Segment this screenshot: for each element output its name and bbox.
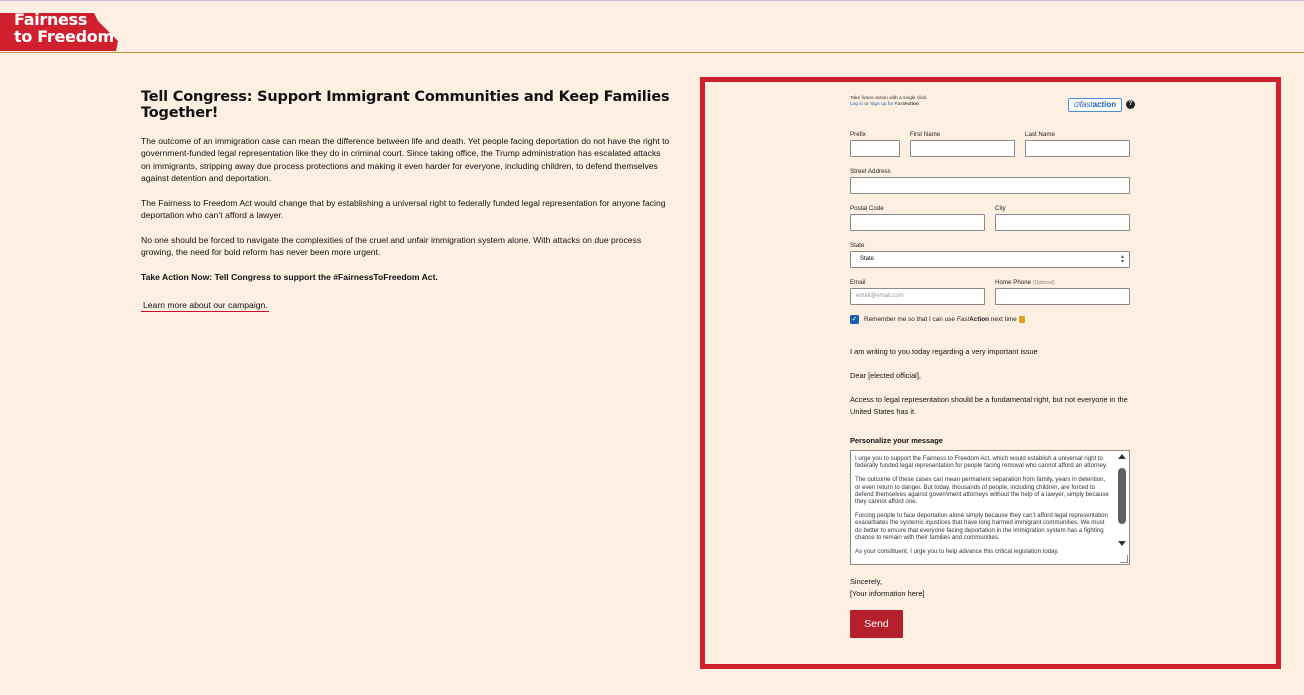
optional-hint: (Optional) bbox=[1032, 280, 1055, 286]
site-header bbox=[0, 0, 1304, 53]
fastaction-brand-action: Action bbox=[903, 102, 919, 107]
scroll-up-icon[interactable] bbox=[1118, 454, 1126, 459]
street-address-field[interactable] bbox=[850, 177, 1130, 194]
action-form-panel bbox=[700, 77, 1281, 669]
resize-grip-icon[interactable] bbox=[1120, 555, 1128, 563]
article-paragraph-3: No one should be forced to navigate the complexities of the cruel and unfair immigration system alone. With attacks on due process growing, the need for bold reform has never been more urgent. bbox=[141, 234, 642, 258]
letter-salutation: Dear [elected official], bbox=[850, 371, 921, 380]
logo-line-2: to Freedom bbox=[14, 27, 114, 46]
article-paragraph-2: The Fairness to Freedom Act would change that by establishing a universal right to federally funded legal representation for anyone facing deportation who can’t afford a lawyer. bbox=[141, 197, 666, 220]
page-title: Tell Congress: Support Immigrant Communities and Keep Families Together! bbox=[141, 89, 670, 121]
scroll-thumb[interactable] bbox=[1118, 468, 1126, 524]
street-address-label: Street Address bbox=[850, 168, 891, 175]
last-name-label: Last Name bbox=[1025, 131, 1055, 138]
fastaction-signup-link[interactable]: Sign up for bbox=[870, 102, 894, 107]
postal-code-label: Postal Code bbox=[850, 205, 884, 212]
letter-signature: [Your information here] bbox=[850, 589, 925, 598]
home-phone-label bbox=[995, 279, 1055, 286]
fastaction-or: or bbox=[864, 102, 869, 107]
prefix-label: Prefix bbox=[850, 131, 866, 138]
fastaction-tagline: Take future action with a single click. bbox=[850, 96, 928, 101]
fastaction-bar bbox=[850, 96, 1135, 116]
state-select-value: State bbox=[860, 256, 875, 262]
fastaction-login-link[interactable]: Log in bbox=[850, 102, 864, 107]
home-phone-field[interactable] bbox=[995, 288, 1130, 305]
state-label: State bbox=[850, 242, 865, 249]
personal-message-textarea[interactable] bbox=[850, 450, 1130, 565]
call-to-action: Take Action Now: Tell Congress to support the #FairnessToFreedom Act. bbox=[141, 271, 438, 282]
remember-me[interactable] bbox=[850, 315, 1025, 324]
article bbox=[141, 89, 671, 313]
learn-more-link[interactable]: Learn more about our campaign. bbox=[143, 300, 268, 311]
message-paragraph-4: As your constituent, I urge you to help advance this critical legislation today. bbox=[855, 548, 1059, 556]
letter-body: Access to legal representation should be a fundamental right, but not everyone in the United States has it. bbox=[850, 395, 1128, 416]
logo-line-1: Fairness bbox=[14, 10, 88, 29]
last-name-field[interactable] bbox=[1025, 140, 1130, 157]
fairness-to-freedom-logo[interactable] bbox=[0, 11, 118, 51]
remember-me-checkbox[interactable]: ✓ bbox=[851, 316, 858, 323]
remember-fast: Fast bbox=[956, 316, 970, 323]
fastaction-logo-button[interactable]: ⊙fastaction bbox=[1068, 98, 1122, 112]
message-paragraph-2: The outcome of these cases can mean permanent separation from family, years in detention, or even return to danger. But today, thousands of people, including children, are forced to defend themselves against government attorneys without the help of a lawyer, simply because they cannot afford one. bbox=[855, 476, 1109, 506]
personalize-label: Personalize your message bbox=[850, 436, 943, 445]
article-paragraph-1: The outcome of an immigration case can mean the difference between life and death. Yet people facing deportation do not have the right to government-funded legal representation like they do in criminal court. Since taking office, the Trump administration has escalated attacks on immigrants, stripping away due process protections and making it even harder for everyone, including children, to defend themselves against detention and deportation. bbox=[141, 136, 670, 183]
select-arrows-icon: ▴ ▾ bbox=[1120, 254, 1124, 265]
letter-subject: I am writing to you today regarding a very important issue bbox=[850, 347, 1038, 356]
lock-icon bbox=[1019, 316, 1025, 323]
message-paragraph-3: Forcing people to face deportation alone simply because they can’t afford legal representation exacerbates the systemic injustices that have long harmed immigrant communities. We must do better to ensure that everyone facing deportation in the immigration system has a fighting chance to remain with their families and communities. bbox=[855, 512, 1108, 541]
send-button[interactable]: Send bbox=[850, 610, 903, 638]
email-field[interactable]: email@email.com bbox=[850, 288, 985, 305]
first-name-field[interactable] bbox=[910, 140, 1015, 157]
remember-text-end: next time bbox=[989, 316, 1017, 323]
fastaction-brand-fast: Fast bbox=[894, 102, 904, 107]
scroll-down-icon[interactable] bbox=[1118, 541, 1126, 546]
fastaction-logo-action: action bbox=[1092, 100, 1117, 109]
first-name-label: First Name bbox=[910, 131, 941, 138]
state-select[interactable] bbox=[850, 251, 1130, 268]
postal-code-field[interactable] bbox=[850, 214, 985, 231]
email-label: Email bbox=[850, 279, 866, 286]
remember-text: Remember me so that I can use bbox=[864, 316, 957, 323]
message-paragraph-1: I urge you to support the Fairness to Freedom Act, which would establish a universal right to federally funded legal representation for people facing removal who cannot afford an attorney. bbox=[855, 455, 1108, 470]
fastaction-logo-fast: fast bbox=[1079, 100, 1093, 109]
letter-closing: Sincerely, bbox=[850, 577, 882, 586]
home-phone-label-text: Home Phone bbox=[995, 279, 1032, 286]
city-field[interactable] bbox=[995, 214, 1130, 231]
remember-action: Action bbox=[969, 316, 990, 323]
textarea-scrollbar[interactable] bbox=[1115, 451, 1129, 564]
prefix-field[interactable] bbox=[850, 140, 900, 157]
city-label: City bbox=[995, 205, 1006, 212]
help-icon[interactable]: ? bbox=[1126, 100, 1135, 109]
